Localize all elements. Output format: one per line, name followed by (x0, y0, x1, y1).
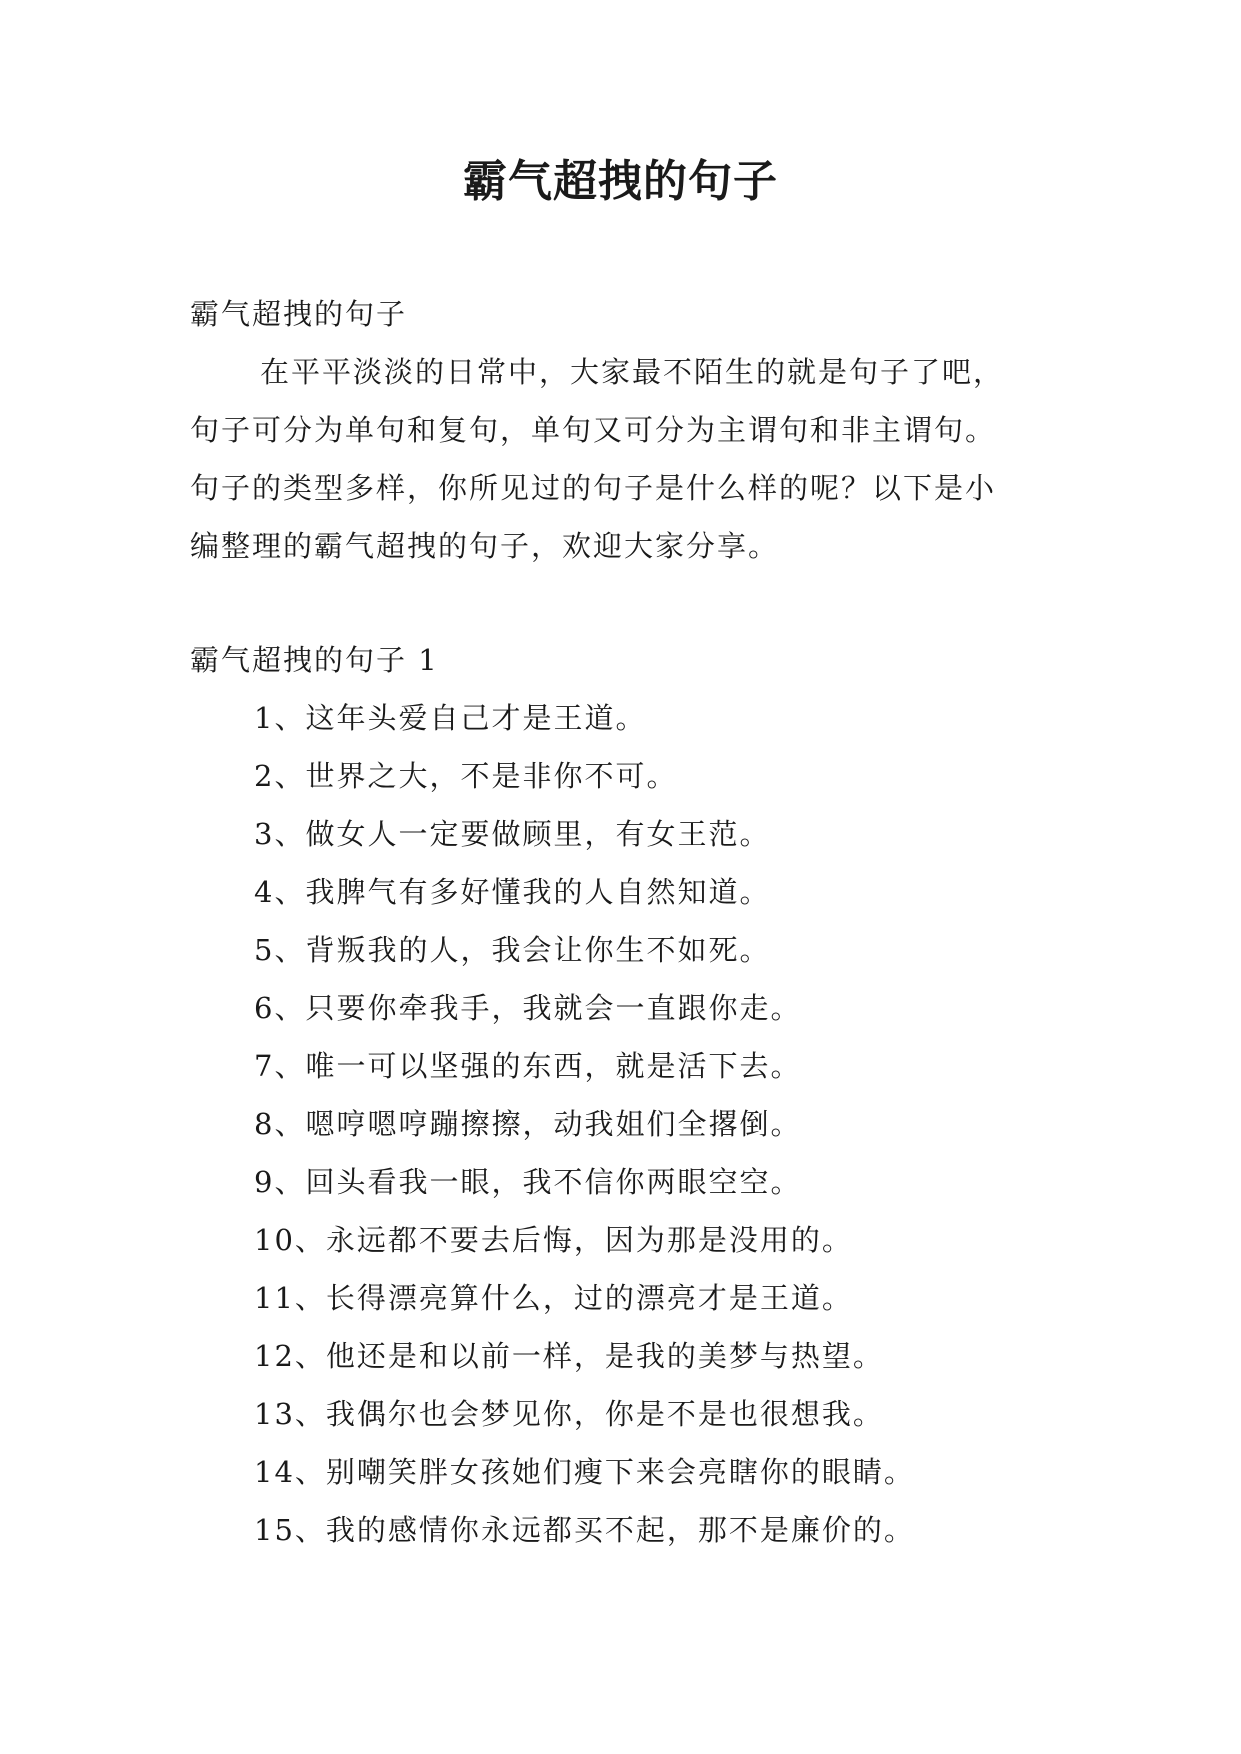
document-subtitle: 霸气超拽的句子 (190, 297, 408, 331)
list-item: 8、嗯哼嗯哼蹦擦擦，动我姐们全撂倒。 (254, 1107, 802, 1141)
list-item: 5、背叛我的人，我会让你生不如死。 (254, 933, 771, 967)
list-item: 13、我偶尔也会梦见你，你是不是也很想我。 (254, 1397, 884, 1431)
document-body (190, 285, 1090, 1559)
page-title: 霸气超拽的句子 (463, 156, 778, 207)
quote-list (190, 689, 1090, 1559)
list-item: 12、他还是和以前一样，是我的美梦与热望。 (254, 1339, 884, 1373)
list-item: 14、别嘲笑胖女孩她们瘦下来会亮瞎你的眼睛。 (254, 1455, 915, 1489)
list-item: 15、我的感情你永远都买不起，那不是廉价的。 (254, 1513, 915, 1547)
list-item: 9、回头看我一眼，我不信你两眼空空。 (254, 1165, 802, 1199)
list-item: 2、世界之大，不是非你不可。 (254, 759, 678, 793)
intro-paragraph: 在平平淡淡的日常中，大家最不陌生的就是句子了吧， 句子可分为单句和复句，单句又可分为主谓句和非主谓句。 句子的类型多样，你所见过的句子是什么样的呢？以下是小 编整理的霸气超拽的句子，欢迎大家分享。 (190, 355, 1005, 563)
list-item: 3、做女人一定要做顾里，有女王范。 (254, 817, 771, 851)
list-item: 4、我脾气有多好懂我的人自然知道。 (254, 875, 771, 909)
list-item: 7、唯一可以坚强的东西，就是活下去。 (254, 1049, 802, 1083)
list-item: 11、长得漂亮算什么，过的漂亮才是王道。 (254, 1281, 853, 1315)
section-heading: 霸气超拽的句子 1 (190, 643, 439, 677)
list-item: 10、永远都不要去后悔，因为那是没用的。 (254, 1223, 853, 1257)
list-item: 1、这年头爱自己才是王道。 (254, 701, 647, 735)
list-item: 6、只要你牵我手，我就会一直跟你走。 (254, 991, 802, 1025)
